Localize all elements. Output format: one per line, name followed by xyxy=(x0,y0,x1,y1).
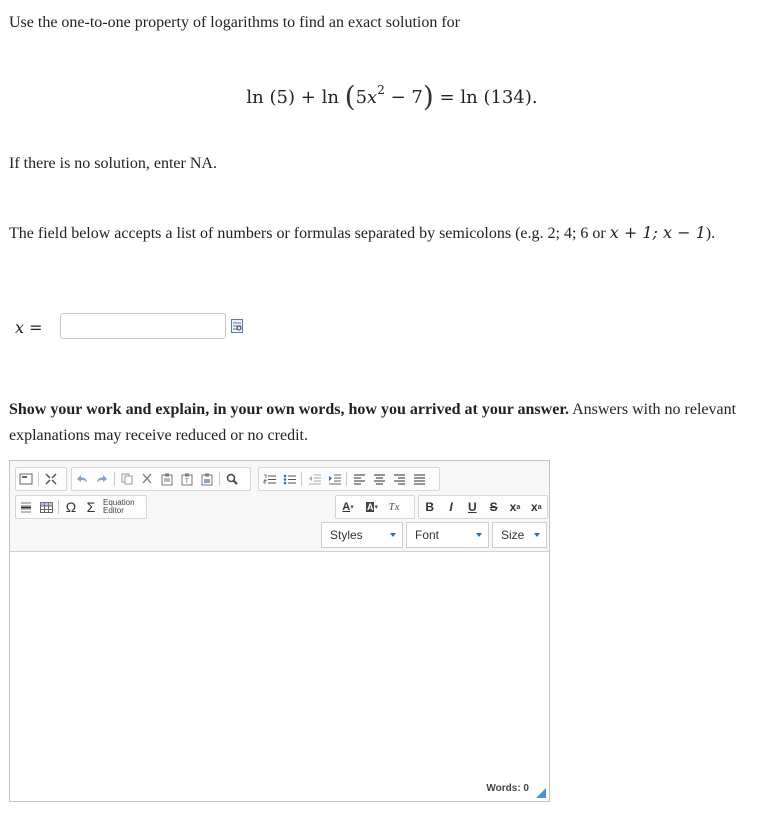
text-color-button[interactable]: A ▾ xyxy=(342,501,354,513)
align-right-icon[interactable] xyxy=(391,471,407,487)
na-instruction: If there is no solution, enter NA. xyxy=(9,155,217,172)
toolbar-group-clipboard xyxy=(71,467,251,491)
equation xyxy=(0,80,784,113)
italic-button[interactable]: I xyxy=(449,500,453,514)
equation-editor-button[interactable] xyxy=(101,499,135,515)
toolbar-group-basicstyles xyxy=(418,495,548,519)
eq-ln-3: ln xyxy=(460,87,478,108)
eq-coef: 5 xyxy=(355,87,368,108)
outdent-icon[interactable] xyxy=(306,471,322,487)
rich-text-editor xyxy=(9,460,550,802)
horizontal-rule-icon[interactable] xyxy=(18,499,34,515)
superscript-button[interactable]: x a xyxy=(531,500,542,514)
eq-var: x xyxy=(367,87,378,108)
equation-editor-line2: Editor xyxy=(103,506,124,515)
eq-equals: = xyxy=(439,87,455,108)
eq-exp: 2 xyxy=(377,83,385,97)
eq-close-paren: ) xyxy=(422,80,434,113)
paste-icon[interactable] xyxy=(159,471,175,487)
word-count: Words: 0 xyxy=(486,783,529,794)
toolbar-group-insert xyxy=(15,495,147,519)
subscript-button[interactable]: x a xyxy=(509,500,521,514)
indent-icon[interactable] xyxy=(326,471,342,487)
answer-label: x = xyxy=(15,318,43,337)
question-prompt: Use the one-to-one property of logarithms to find an exact solution for xyxy=(9,14,460,31)
special-char-button[interactable]: Ω xyxy=(65,499,77,515)
maximize-icon[interactable] xyxy=(43,471,59,487)
eq-minus: − xyxy=(390,87,406,108)
eq-arg-1: (5) xyxy=(269,87,295,108)
source-icon[interactable] xyxy=(18,471,34,487)
cut-icon[interactable] xyxy=(139,471,155,487)
toolbar-group-source xyxy=(15,467,67,491)
font-dropdown[interactable] xyxy=(406,522,489,548)
eq-ln-2: ln xyxy=(321,87,339,108)
bulleted-list-icon[interactable] xyxy=(281,471,297,487)
equation-editor-line1: Equation xyxy=(103,498,135,507)
find-icon[interactable] xyxy=(224,471,240,487)
list-instruction-end: ). xyxy=(705,225,716,242)
svg-text:T: T xyxy=(185,478,189,485)
answer-input[interactable] xyxy=(60,313,226,339)
eq-open-paren: ( xyxy=(344,80,356,113)
list-instruction-text: The field below accepts a list of numbers or formulas separated by semicolons (e.g. 2; 4; 6 or xyxy=(9,225,610,242)
paste-word-icon[interactable] xyxy=(199,471,215,487)
show-work-rest: Answers with no relevant explanations may receive reduced or no credit. xyxy=(9,401,737,444)
strikethrough-button[interactable]: S xyxy=(489,500,498,514)
paste-text-icon[interactable] xyxy=(179,471,195,487)
redo-icon[interactable] xyxy=(94,471,110,487)
align-left-icon[interactable] xyxy=(351,471,367,487)
remove-format-button[interactable]: Tx xyxy=(388,501,400,513)
size-dropdown[interactable] xyxy=(492,522,547,548)
align-justify-icon[interactable] xyxy=(411,471,427,487)
chevron-down-icon xyxy=(390,533,396,537)
toolbar-group-colors xyxy=(335,495,415,519)
resize-grip-icon[interactable] xyxy=(536,788,546,798)
preview-icon[interactable] xyxy=(231,319,243,333)
chevron-down-icon xyxy=(476,533,482,537)
chevron-down-icon xyxy=(534,533,540,537)
eq-const: 7 xyxy=(411,87,423,108)
eq-plus: + xyxy=(300,87,316,108)
table-icon[interactable] xyxy=(38,499,54,515)
numbered-list-icon[interactable] xyxy=(261,471,277,487)
font-label: Font xyxy=(415,528,440,542)
show-work-bold: Show your work and explain, in your own words, how you arrived at your answer. xyxy=(9,401,569,418)
styles-dropdown[interactable] xyxy=(321,522,403,548)
sigma-button[interactable]: Σ xyxy=(86,499,96,515)
size-label: Size xyxy=(501,528,525,542)
list-example: x + 1; x − 1 xyxy=(609,223,706,242)
bg-color-button[interactable]: A ▾ xyxy=(366,502,378,512)
eq-rhs: (134). xyxy=(483,87,538,108)
editor-content-area[interactable] xyxy=(10,552,549,777)
eq-ln-1: ln xyxy=(246,87,264,108)
editor-toolbar xyxy=(10,461,549,552)
align-center-icon[interactable] xyxy=(371,471,387,487)
toolbar-group-paragraph xyxy=(258,467,440,491)
undo-icon[interactable] xyxy=(74,471,90,487)
styles-label: Styles xyxy=(330,528,363,542)
editor-statusbar xyxy=(10,777,549,801)
copy-icon[interactable] xyxy=(119,471,135,487)
bold-button[interactable]: B xyxy=(425,500,434,514)
underline-button[interactable]: U xyxy=(467,500,477,514)
list-instruction xyxy=(9,220,762,247)
show-work-instruction xyxy=(9,397,765,449)
